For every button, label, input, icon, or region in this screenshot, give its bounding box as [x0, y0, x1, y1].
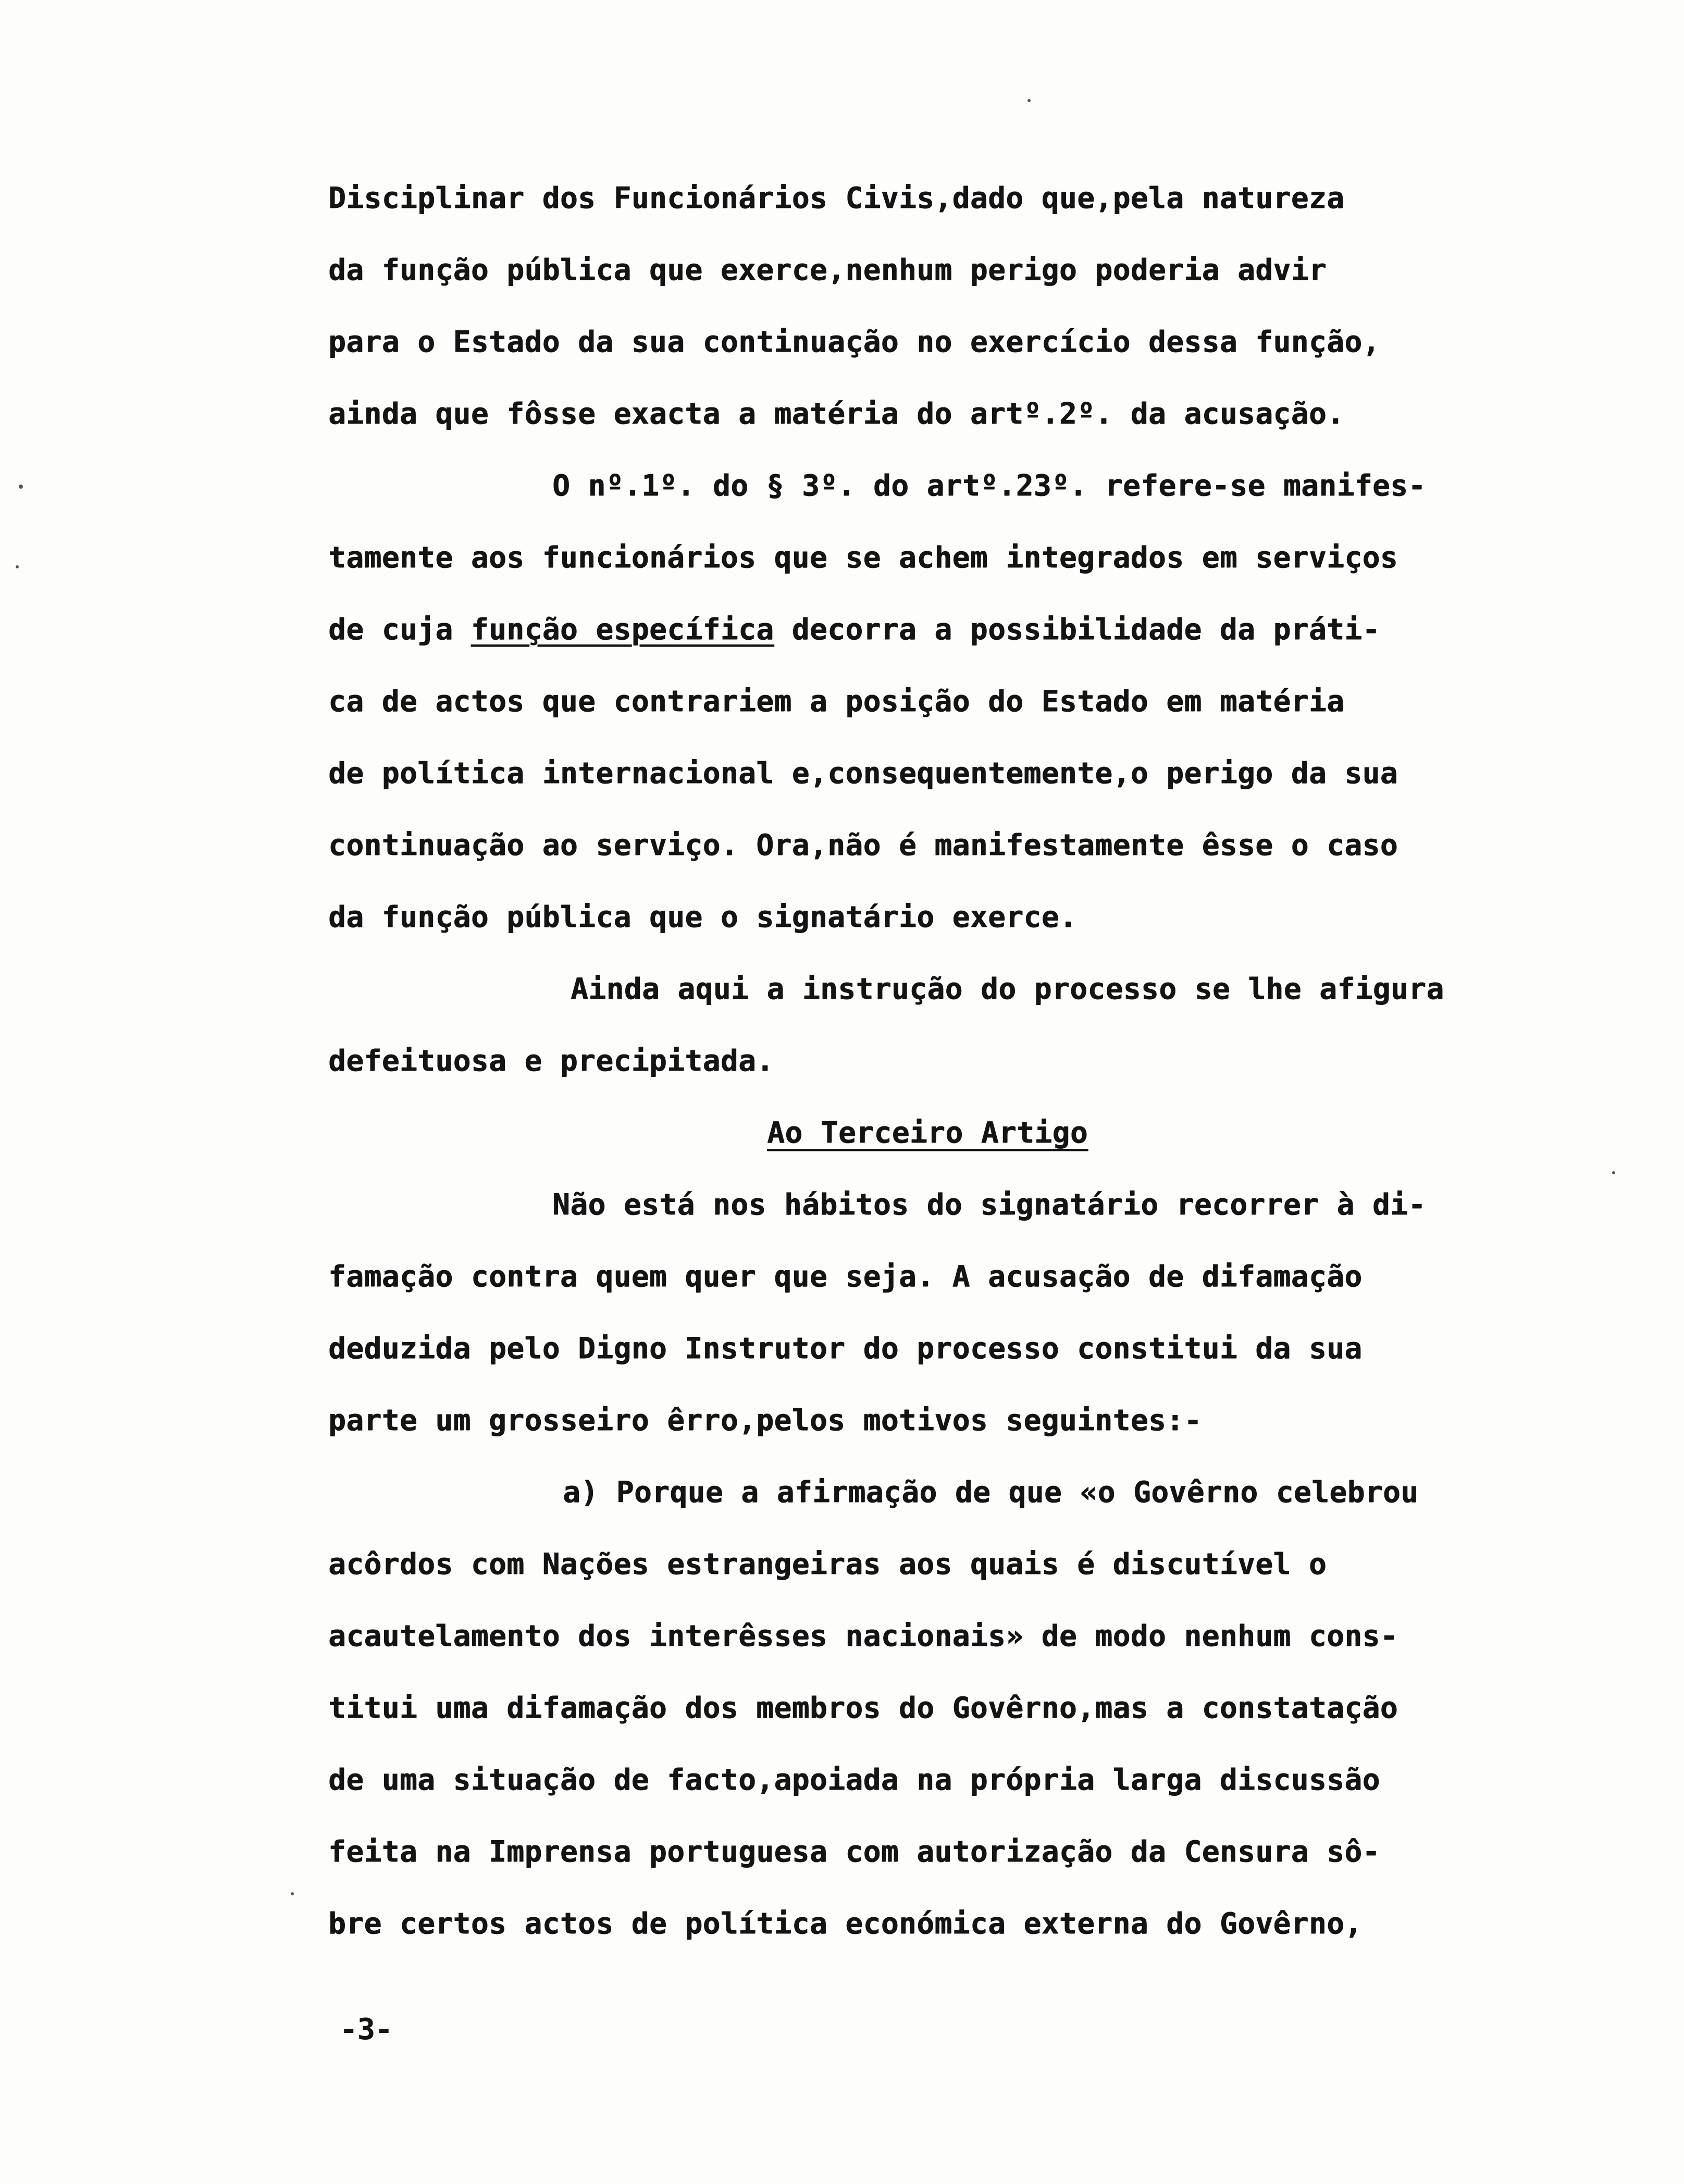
scan-speck [1612, 1171, 1615, 1174]
text-line: de política internacional e,consequentemente,o perigo da sua [328, 756, 1398, 790]
scan-speck [1027, 99, 1031, 102]
section-heading-text: Ao Terceiro Artigo [767, 1116, 1088, 1150]
text-line: a) Porque a afirmação de que «o Govêrno celebrou [563, 1475, 1419, 1509]
text-line: de uma situação de facto,apoiada na própria larga discussão [328, 1763, 1380, 1797]
text-line: Disciplinar dos Funcionários Civis,dado que,pela natureza [328, 181, 1345, 215]
text-line: continuação ao serviço. Ora,não é manifestamente êsse o caso [328, 828, 1398, 862]
text-line: defeituosa e precipitada. [328, 1044, 774, 1078]
page-number: -3- [340, 2013, 393, 2046]
scan-speck [291, 1892, 294, 1895]
text-line: para o Estado da sua continuação no exercício dessa função, [328, 325, 1380, 359]
text-line: Não está nos hábitos do signatário recorrer à di- [552, 1188, 1426, 1222]
text-line: da função pública que exerce,nenhum perigo poderia advir [328, 253, 1327, 287]
underlined-phrase: função específica [470, 613, 774, 647]
text-line: acôrdos com Nações estrangeiras aos quais é discutível o [328, 1547, 1327, 1581]
text-line: ca de actos que contrariem a posição do Estado em matéria [328, 685, 1345, 718]
text-line-with-underline: de cuja função específica decorra a possibilidade da práti- [328, 613, 1380, 647]
text-line: tamente aos funcionários que se achem integrados em serviços [328, 541, 1398, 575]
section-heading [328, 1097, 1610, 1169]
scan-speck [19, 485, 23, 489]
text-line: titui uma difamação dos membros do Govêrno,mas a constatação [328, 1691, 1398, 1725]
text-line: O nº.1º. do § 3º. do artº.23º. refere-se manifes- [552, 469, 1426, 503]
text-line: parte um grosseiro êrro,pelos motivos seguintes:- [328, 1404, 1202, 1437]
text-line: da função pública que o signatário exerce. [328, 900, 1078, 934]
text-line: famação contra quem quer que seja. A acusação de difamação [328, 1260, 1363, 1294]
body-text [328, 163, 1610, 1960]
text-line: bre certos actos de política económica externa do Govêrno, [328, 1907, 1363, 1941]
text-line: deduzida pelo Digno Instrutor do processo constitui da sua [328, 1332, 1363, 1366]
text-line: feita na Imprensa portuguesa com autorização da Censura sô- [328, 1835, 1380, 1869]
text-line: acautelamento dos interêsses nacionais» de modo nenhum cons- [328, 1619, 1398, 1653]
text-line: Ainda aqui a instrução do processo se lhe afigura [571, 972, 1444, 1006]
text-line: ainda que fôsse exacta a matéria do artº.2º. da acusação. [328, 397, 1345, 431]
scan-speck [16, 565, 19, 568]
